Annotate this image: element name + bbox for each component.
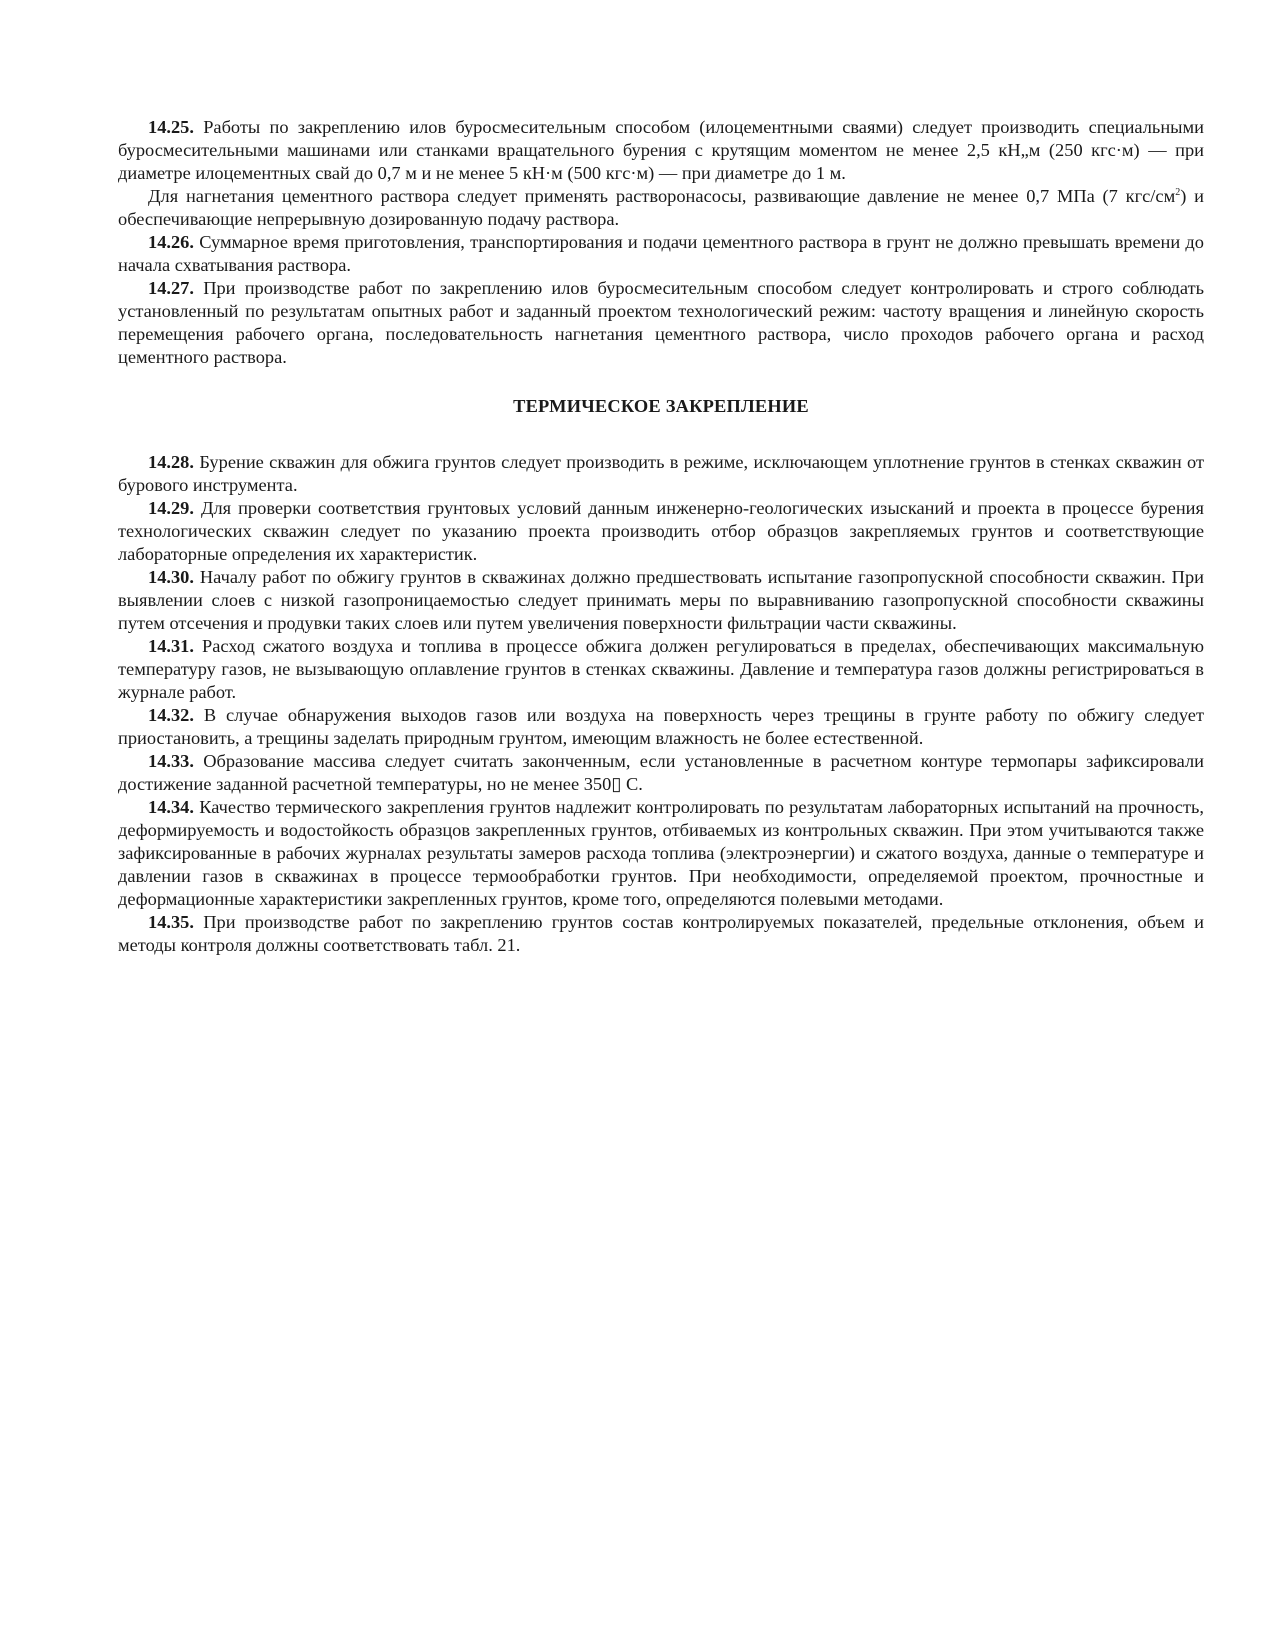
clause-number: 14.26. — [148, 232, 194, 252]
clause-text: Суммарное время приготовления, транспортирования и подачи цементного раствора в грунт не должно превышать времени до начала схватывания раствора. — [118, 232, 1204, 275]
clause-number: 14.34. — [148, 797, 194, 817]
clause-number: 14.29. — [148, 498, 194, 518]
paragraph-14-28 — [118, 451, 1204, 497]
paragraph-14-33 — [118, 750, 1204, 796]
paragraph-14-29 — [118, 497, 1204, 566]
document-page — [118, 116, 1204, 957]
paragraph-14-27 — [118, 277, 1204, 369]
section-heading: ТЕРМИЧЕСКОЕ ЗАКРЕПЛЕНИЕ — [513, 396, 809, 416]
clause-number: 14.33. — [148, 751, 194, 771]
clause-number: 14.32. — [148, 705, 194, 725]
clause-text: В случае обнаружения выходов газов или воздуха на поверхность через трещины в грунте работу по обжигу следует приостановить, а трещины заделать природным грунтом, имеющим влажность не более естественной. — [118, 705, 1204, 748]
paragraph-14-31 — [118, 635, 1204, 704]
paragraph-14-35 — [118, 911, 1204, 957]
clause-text: Для нагнетания цементного раствора следует применять растворонасосы, развивающие давление не менее 0,7 МПа (7 кгс/см — [148, 186, 1176, 206]
paragraph-14-25 — [118, 116, 1204, 185]
clause-text: Для проверки соответствия грунтовых условий данным инженерно-геологических изысканий и проекта в процессе бурения технологических скважин следует по указанию проекта производить отбор образцов закрепляемых грунтов и соответствующие лабораторные определения их характеристик. — [118, 498, 1204, 564]
clause-text: ) и обеспечивающие непрерывную дозированную подачу раствора. — [118, 186, 1204, 229]
clause-text: Работы по закреплению илов буросмесительным способом (илоцементными сваями) следует производить специальными буросмесительными машинами или станками вращательного бурения с крутящим моментом не менее 2,5 кН„м (250 кгс·м) — при диаметре илоцементных свай до 0,7 м и не менее 5 кН·м (500 кгс·м) — при диаметре до 1 м. — [118, 117, 1204, 183]
clause-text: Расход сжатого воздуха и топлива в процессе обжига должен регулироваться в пределах, обеспечивающих максимальную температуру газов, не вызывающую оплавление грунтов в стенках скважины. Давление и температура газов должны регистрироваться в журнале работ. — [118, 636, 1204, 702]
clause-number: 14.28. — [148, 452, 194, 472]
paragraph-14-30 — [118, 566, 1204, 635]
clause-text: Качество термического закрепления грунтов надлежит контролировать по результатам лабораторных испытаний на прочность, деформируемость и водостойкость образцов закрепленных грунтов, отбиваемых из контрольных скважин. При этом учитываются также зафиксированные в рабочих журналах результаты замеров расхода топлива (электроэнергии) и сжатого воздуха, данные о температуре и давлении газов в скважинах в процессе термообработки грунтов. При необходимости, определяемой проектом, прочностные и деформационные характеристики закрепленных грунтов, кроме того, определяются полевыми методами. — [118, 797, 1204, 909]
clause-number: 14.35. — [148, 912, 194, 932]
paragraph-14-34 — [118, 796, 1204, 911]
clause-text: Бурение скважин для обжига грунтов следует производить в режиме, исключающем уплотнение грунтов в стенках скважин от бурового инструмента. — [118, 452, 1204, 495]
clause-number: 14.27. — [148, 278, 194, 298]
section-silt-mixing — [118, 116, 1204, 369]
clause-number: 14.25. — [148, 117, 194, 137]
clause-text: Образование массива следует считать законченным, если установленные в расчетном контуре термопары зафиксировали достижение заданной расчетной температуры, но не менее 350▯ С. — [118, 751, 1204, 794]
paragraph-14-25-continued — [118, 185, 1204, 231]
clause-text: Началу работ по обжигу грунтов в скважинах должно предшествовать испытание газопропускной способности скважин. При выявлении слоев с низкой газопроницаемостью следует принимать меры по выравниванию газопропускной способности скважины путем отсечения и продувки таких слоев или путем увеличения поверхности фильтрации части скважины. — [118, 567, 1204, 633]
paragraph-14-26 — [118, 231, 1204, 277]
clause-number: 14.30. — [148, 567, 194, 587]
clause-text: При производстве работ по закреплению грунтов состав контролируемых показателей, предельные отклонения, объем и методы контроля должны соответствовать табл. 21. — [118, 912, 1204, 955]
section-thermal — [118, 451, 1204, 957]
clause-number: 14.31. — [148, 636, 194, 656]
paragraph-14-32 — [118, 704, 1204, 750]
superscript: 2 — [1175, 187, 1181, 198]
clause-text: При производстве работ по закреплению илов буросмесительным способом следует контролировать и строго соблюдать установленный по результатам опытных работ и заданный проектом технологический режим: частоту вращения и линейную скорость перемещения рабочего органа, последовательность нагнетания цементного раствора, число проходов рабочего органа и расход цементного раствора. — [118, 278, 1204, 367]
